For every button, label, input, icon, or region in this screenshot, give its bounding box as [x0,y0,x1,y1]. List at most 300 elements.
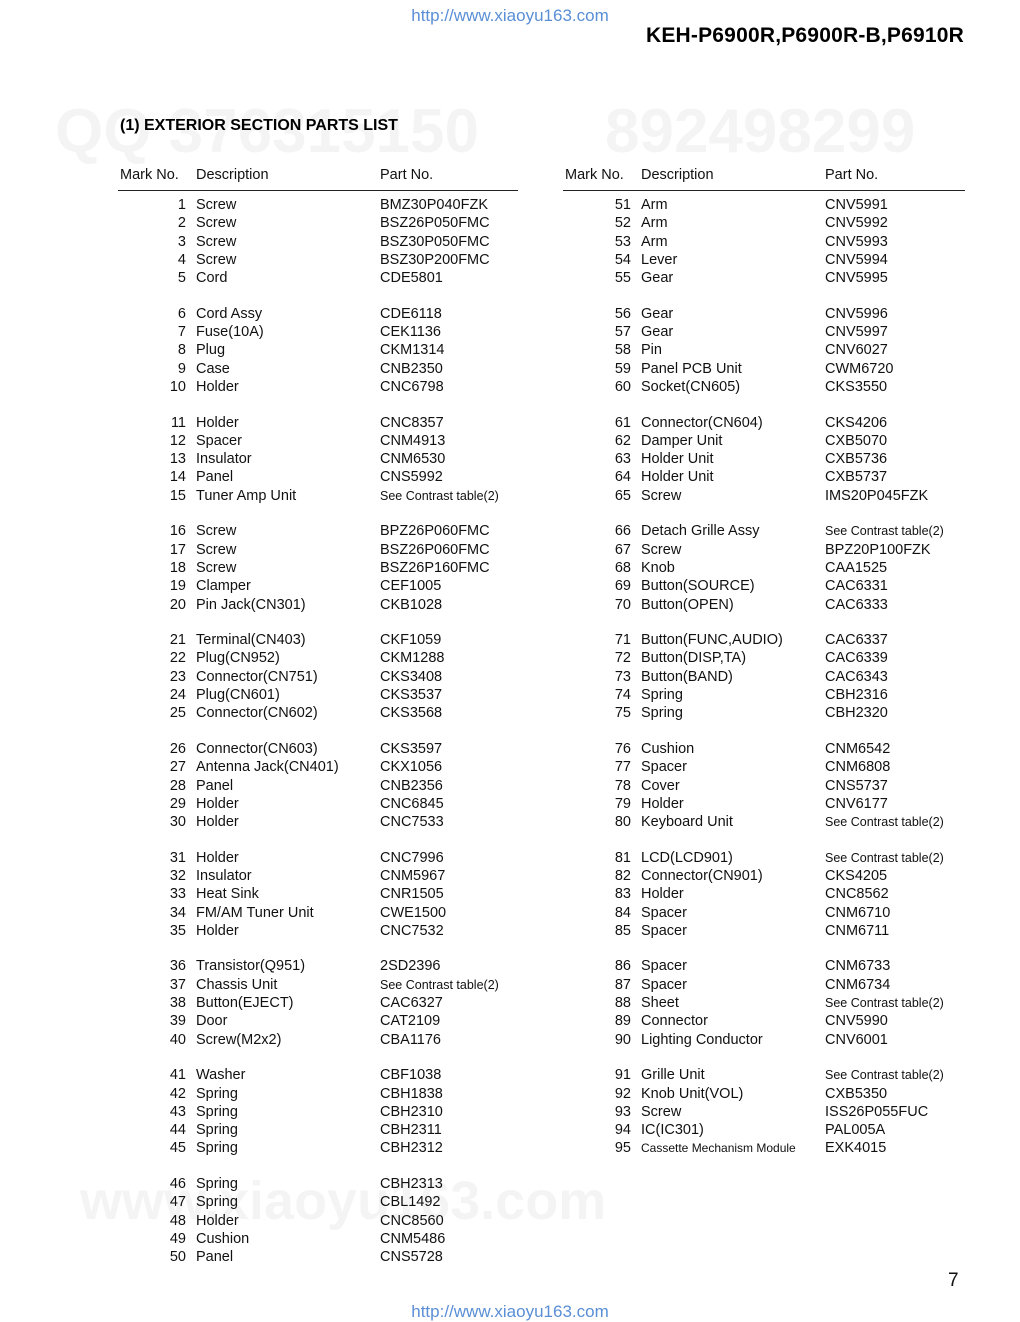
part-description: Spring [196,1194,238,1211]
part-description: Transistor(Q951) [196,958,306,975]
part-description: Arm [641,215,668,232]
table-row [118,867,518,885]
mark-number: 41 [169,1067,186,1084]
table-row [118,631,518,649]
mark-number: 56 [614,305,631,322]
table-row [118,795,518,813]
table-row [563,1103,965,1121]
mark-number: 1 [177,197,186,213]
part-number: CKS3568 [380,705,443,722]
part-description: Detach Grille Assy [641,523,760,540]
part-number: CNM5486 [380,1230,446,1247]
mark-number: 55 [614,270,631,287]
part-description: Connector(CN604) [641,414,763,431]
mark-number: 88 [614,995,631,1012]
part-number: CNV5990 [825,1013,888,1030]
table-row [118,214,518,232]
table-row [118,1230,518,1248]
mark-number: 36 [169,958,186,975]
part-number: CNC7533 [380,814,444,831]
part-number: CNB2356 [380,777,443,794]
part-description: Connector(CN751) [196,668,318,685]
part-description: Holder [196,795,239,812]
mark-number: 61 [614,414,631,431]
mark-number: 51 [614,197,631,213]
mark-number: 16 [169,523,186,540]
mark-number: 38 [169,995,186,1012]
mark-number: 69 [614,578,631,595]
mark-number: 15 [169,487,186,504]
part-number: CNV5991 [825,197,888,213]
part-description: Spring [641,687,683,704]
column-header-part-no: Part No. [825,167,879,183]
mark-number: 18 [169,559,186,576]
part-description: Panel PCB Unit [641,360,742,377]
part-description: Spacer [641,922,687,939]
table-row [118,922,518,940]
part-number: CWE1500 [380,904,447,921]
table-row [563,777,965,795]
part-description: Gear [641,324,674,341]
table-row [118,704,518,722]
mark-number: 58 [614,342,631,359]
part-description: Spacer [641,958,687,975]
part-description: Cover [641,777,680,794]
part-number: BSZ26P050FMC [380,215,490,232]
part-number: CNC6845 [380,795,444,812]
part-number: CWM6720 [825,360,894,377]
mark-number: 75 [614,705,631,722]
part-description: Holder Unit [641,469,714,486]
part-number: CAC6331 [825,578,888,595]
table-row [118,559,518,577]
mark-number: 82 [614,867,631,884]
table-row [118,1085,518,1103]
mark-number: 6 [177,305,186,322]
mark-number: 86 [614,958,631,975]
part-description: Screw [641,487,682,504]
part-description: Screw [196,233,237,250]
part-description: Gear [641,270,674,287]
mark-number: 93 [614,1103,631,1120]
table-row [563,1139,965,1157]
table-row [118,1121,518,1139]
part-description: Gear [641,305,674,322]
mark-number: 12 [169,432,186,449]
part-number: CBH2310 [380,1103,443,1120]
mark-number: 14 [169,469,186,486]
mark-number: 85 [614,922,631,939]
part-number: CNM6542 [825,740,891,757]
part-description: Holder [196,849,239,866]
table-row [563,1121,965,1139]
part-description: Socket(CN605) [641,378,741,395]
part-number: CNV6177 [825,795,888,812]
part-number: CDE6118 [380,305,442,322]
part-description: Clamper [196,578,251,595]
mark-number: 79 [614,795,631,812]
table-row [563,577,965,595]
part-description: Plug [196,342,226,359]
mark-number: 48 [169,1212,186,1229]
part-number: BSZ26P160FMC [380,559,490,576]
table-row [118,360,518,378]
mark-number: 26 [169,740,186,757]
table-row [563,432,965,450]
model-number-heading: KEH-P6900R,P6900R-B,P6910R [645,24,964,47]
mark-number: 10 [169,378,186,395]
table-row [118,668,518,686]
parts-rows-left [118,196,518,1267]
table-row [563,904,965,922]
part-number: CXB5737 [825,469,888,486]
part-description: Terminal(CN403) [196,632,306,649]
mark-number: 35 [169,922,186,939]
mark-number: 50 [169,1249,186,1266]
mark-number: 24 [169,687,186,704]
part-number: BSZ30P050FMC [380,233,490,250]
background-watermark [605,96,915,167]
mark-number: 76 [614,740,631,757]
table-row [118,976,518,994]
table-row [563,976,965,994]
part-description: Connector [641,1013,708,1030]
mark-number: 5 [177,270,186,287]
part-description: Knob [641,559,675,576]
table-row [118,1248,518,1266]
mark-number: 8 [177,342,186,359]
table-row [118,777,518,795]
mark-number: 42 [169,1085,186,1102]
mark-number: 59 [614,360,631,377]
part-number: CXB5070 [825,432,888,449]
part-number: CNM6734 [825,976,891,993]
part-description: Spring [196,1140,238,1157]
part-number: CDE5801 [380,270,443,287]
part-description: Holder [196,814,239,831]
table-row [118,1103,518,1121]
part-description: Insulator [196,867,252,884]
part-number: CAC6339 [825,650,888,667]
table-row [563,957,965,975]
part-number: CAC6327 [380,995,443,1012]
mark-number: 28 [169,777,186,794]
part-number: See Contrast table(2) [825,850,944,865]
page-number: 7 [948,1270,959,1291]
mark-number: 91 [614,1067,631,1084]
part-description: Cushion [641,740,695,757]
part-number: See Contrast table(2) [825,815,944,830]
part-number: CKM1314 [380,342,445,359]
part-description: Button(DISP,TA) [641,650,747,667]
mark-number: 20 [169,596,186,613]
table-row [563,668,965,686]
part-description: Screw [196,251,237,268]
part-number: CNB2350 [380,360,443,377]
table-row [118,1175,518,1193]
watermark-url-bottom[interactable]: http://www.xiaoyu163.com [411,1302,609,1321]
part-description: Spacer [196,432,242,449]
part-description: Tuner Amp Unit [196,487,297,504]
part-number: CBL1492 [380,1194,441,1211]
mark-number: 73 [614,668,631,685]
table-row [118,649,518,667]
part-number: ISS26P055FUC [825,1103,929,1120]
part-number: CBH2312 [380,1140,443,1157]
table-row [118,994,518,1012]
part-number: See Contrast table(2) [380,977,499,992]
table-row [563,305,965,323]
part-description: Plug(CN601) [196,687,280,704]
part-description: Screw [641,541,682,558]
table-row [118,740,518,758]
table-row [118,957,518,975]
part-description: Fuse(10A) [196,324,264,341]
table-row [563,378,965,396]
part-number: CNC7996 [380,849,444,866]
mark-number: 7 [177,324,186,341]
part-description: Spring [196,1103,238,1120]
part-number: CKX1056 [380,759,443,776]
table-row [563,1066,965,1084]
table-row [563,922,965,940]
table-row [563,450,965,468]
part-description: Holder [641,886,684,903]
part-description: Holder Unit [641,451,714,468]
part-number: BPZ26P060FMC [380,523,490,540]
table-row [563,1031,965,1049]
mark-number: 32 [169,867,186,884]
mark-number: 21 [169,632,186,649]
part-number: BMZ30P040FZK [380,197,488,213]
mark-number: 80 [614,814,631,831]
table-row [563,596,965,614]
part-description: Knob Unit(VOL) [641,1085,744,1102]
column-header-description: Description [196,167,269,183]
part-description: LCD(LCD901) [641,849,733,866]
part-number: CNV5994 [825,251,888,268]
part-number: CEK1136 [380,324,441,341]
part-number: CKS3537 [380,687,443,704]
part-description: Heat Sink [196,886,259,903]
part-number: CBH2320 [825,705,888,722]
part-number: CAC6333 [825,596,888,613]
table-row [563,323,965,341]
part-description: Screw [196,215,237,232]
mark-number: 25 [169,705,186,722]
mark-number: 95 [614,1140,631,1157]
part-number: CAC6343 [825,668,888,685]
part-number: CAC6337 [825,632,888,649]
table-row [118,522,518,540]
table-row [563,487,965,505]
part-description: Panel [196,777,234,794]
part-number: CNM6808 [825,759,891,776]
part-number: CNV5995 [825,270,888,287]
table-row [118,269,518,287]
part-description: FM/AM Tuner Unit [196,904,314,921]
part-description: Connector(CN603) [196,740,318,757]
mark-number: 13 [169,451,186,468]
table-row [118,341,518,359]
part-description: Plug(CN952) [196,650,280,667]
part-number: CNS5992 [380,469,443,486]
part-description: Arm [641,233,668,250]
mark-number: 65 [614,487,631,504]
table-row [563,360,965,378]
watermark-url-top[interactable]: http://www.xiaoyu163.com [411,6,609,25]
table-row [563,849,965,867]
part-number: EXK4015 [825,1140,887,1157]
part-number: CBH2311 [380,1122,442,1139]
column-header-description: Description [641,167,714,183]
part-number: See Contrast table(2) [380,488,499,503]
part-description: Button(EJECT) [196,995,294,1012]
mark-number: 22 [169,650,186,667]
part-number: CKS4206 [825,414,888,431]
parts-table-right [563,166,965,1158]
part-description: Chassis Unit [196,976,278,993]
table-row [118,1012,518,1030]
column-header-mark-no: Mark No. [565,167,624,183]
part-description: Antenna Jack(CN401) [196,759,339,776]
table-row [118,487,518,505]
table-row [563,214,965,232]
part-description: Button(BAND) [641,668,733,685]
mark-number: 94 [614,1122,631,1139]
part-number: CBH2316 [825,687,888,704]
part-number: 2SD2396 [380,958,441,975]
part-number: CNS5728 [380,1249,443,1266]
table-row [118,596,518,614]
table-row [563,740,965,758]
table-row [118,541,518,559]
part-description: Button(SOURCE) [641,578,755,595]
part-number: CNV6027 [825,342,888,359]
part-description: Cushion [196,1230,250,1247]
mark-number: 68 [614,559,631,576]
part-number: CNC8562 [825,886,889,903]
part-description: Lighting Conductor [641,1031,763,1048]
part-description: Button(FUNC,AUDIO) [641,632,783,649]
part-number: BPZ20P100FZK [825,541,931,558]
parts-rows-right [563,196,965,1158]
table-row [118,305,518,323]
part-number: See Contrast table(2) [825,1068,944,1083]
mark-number: 60 [614,378,631,395]
part-description: Case [196,360,230,377]
part-number: CNV5997 [825,324,888,341]
part-description: Damper Unit [641,432,723,449]
table-row [118,813,518,831]
part-number: CNM5967 [380,867,446,884]
mark-number: 47 [169,1194,186,1211]
part-number: CNV6001 [825,1031,888,1048]
table-row [118,378,518,396]
table-row [563,251,965,269]
mark-number: 30 [169,814,186,831]
table-row [118,1031,518,1049]
mark-number: 54 [614,251,631,268]
mark-number: 66 [614,523,631,540]
part-number: CNM6711 [825,922,890,939]
table-row [118,1212,518,1230]
table-row [563,686,965,704]
mark-number: 64 [614,469,631,486]
table-row [118,414,518,432]
part-description: Spacer [641,904,687,921]
mark-number: 92 [614,1085,631,1102]
mark-number: 53 [614,233,631,250]
part-number: CBH1838 [380,1085,443,1102]
table-row [563,885,965,903]
part-number: See Contrast table(2) [825,524,944,539]
part-number: CNC8357 [380,414,444,431]
table-row [118,196,518,214]
table-row [563,813,965,831]
table-header [563,166,965,191]
part-number: BSZ30P200FMC [380,251,490,268]
part-number: CKS4205 [825,867,888,884]
column-header-part-no: Part No. [380,167,434,183]
mark-number: 9 [177,360,186,377]
mark-number: 4 [177,251,186,268]
table-row [118,1139,518,1157]
mark-number: 57 [614,324,631,341]
part-number: CNM6710 [825,904,891,921]
table-row [118,1193,518,1211]
part-description: Screw(M2x2) [196,1031,282,1048]
part-number: CNS5737 [825,777,888,794]
part-description: Holder [196,414,239,431]
mark-number: 45 [169,1140,186,1157]
mark-number: 44 [169,1122,186,1139]
table-row [118,849,518,867]
mark-number: 29 [169,795,186,812]
part-number: CNR1505 [380,886,444,903]
part-number: CKM1288 [380,650,445,667]
table-row [563,522,965,540]
table-row [563,1012,965,1030]
table-row [563,196,965,214]
parts-table-left [118,166,518,1267]
part-number: CNM6530 [380,451,446,468]
part-number: CNV5996 [825,305,888,322]
part-number: CXB5350 [825,1085,888,1102]
mark-number: 63 [614,451,631,468]
mark-number: 84 [614,904,631,921]
part-description: Screw [641,1103,682,1120]
table-row [118,450,518,468]
mark-number: 27 [169,759,186,776]
table-row [118,686,518,704]
mark-number: 77 [614,759,631,776]
part-description: Screw [196,559,237,576]
table-row [563,994,965,1012]
part-description: Cassette Mechanism Module [641,1141,796,1156]
table-row [563,867,965,885]
mark-number: 87 [614,976,631,993]
mark-number: 33 [169,886,186,903]
part-description: Cord [196,270,228,287]
part-description: Spacer [641,976,687,993]
mark-number: 90 [614,1031,631,1048]
part-number: CBA1176 [380,1031,441,1048]
mark-number: 74 [614,687,631,704]
mark-number: 40 [169,1031,186,1048]
part-number: CNV5992 [825,215,888,232]
table-row [563,758,965,776]
